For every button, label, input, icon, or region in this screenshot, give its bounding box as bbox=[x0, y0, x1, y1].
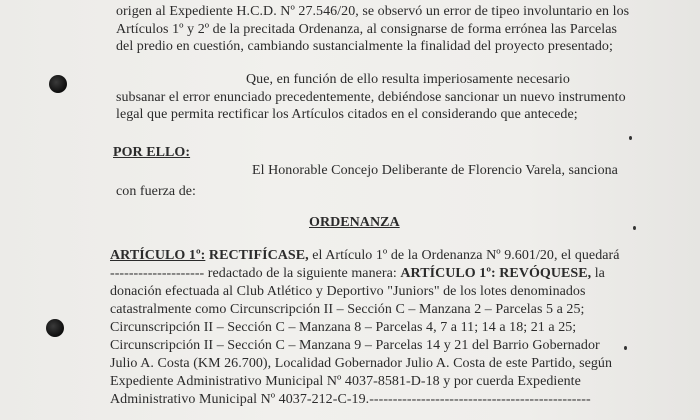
text-line: Expediente Administrativo Municipal Nº 4037-8581-D-18 y por cuerda Expediente bbox=[110, 374, 581, 389]
article-1-line-1 bbox=[110, 248, 620, 264]
article-label: ARTÍCULO 1º: bbox=[110, 248, 206, 263]
text-line: origen al Expediente H.C.D. Nº 27.546/20, se observó un error de tipeo involuntario en los bbox=[116, 4, 630, 19]
inner-article-label: ARTÍCULO 1º: bbox=[400, 266, 496, 281]
text-line: con fuerza de: bbox=[116, 184, 196, 199]
article-text: la bbox=[591, 266, 605, 281]
text-line: legal que permita rectificar los Artículos citados en el considerando que antecede; bbox=[116, 107, 578, 122]
text-line: Julio A. Costa (KM 26.700), Localidad Gobernador Julio A. Costa de este Partido, según bbox=[110, 356, 613, 371]
text-line: Circunscripción II – Sección C – Manzana 9 – Parcelas 14 y 21 del Barrio Gobernador bbox=[110, 338, 600, 353]
text-line: subsanar el error enunciado precedentemente, debiéndose sancionar un nuevo instrumento bbox=[116, 90, 626, 105]
text-line: Administrativo Municipal Nº 4037-212-C-19.----------------------------------------------- bbox=[110, 392, 591, 407]
text-line: del predio en cuestión, cambiando sustancialmente la finalidad del proyecto presentado; bbox=[116, 39, 613, 54]
text-line: Artículos 1º y 2º de la precitada Ordenanza, al consignarse de forma errónea las Parcelas bbox=[116, 22, 617, 37]
revoquese-keyword: REVÓQUESE, bbox=[495, 266, 592, 281]
ink-speck bbox=[629, 136, 632, 140]
rectificase-keyword: RECTIFÍCASE, bbox=[208, 248, 309, 263]
article-1-line-2 bbox=[110, 266, 605, 282]
text-line: catastralmente como Circunscripción II – Sección C – Manzana 2 – Parcelas 5 a 25; bbox=[110, 302, 585, 317]
punch-hole bbox=[46, 319, 64, 337]
text-line: Que, en función de ello resulta imperiosamente necesario bbox=[246, 72, 570, 87]
por-ello-heading: POR ELLO: bbox=[113, 145, 191, 160]
article-text: el Artículo 1º de la Ordenanza Nº 9.601/20, el quedará bbox=[308, 248, 620, 263]
text-line: donación efectuada al Club Atlético y Deportivo "Juniors" de los lotes denominados bbox=[110, 284, 586, 299]
ink-speck bbox=[633, 226, 636, 230]
text-line: El Honorable Concejo Deliberante de Florencio Varela, sanciona bbox=[252, 163, 618, 178]
ordenanza-title: ORDENANZA bbox=[309, 215, 400, 230]
punch-hole bbox=[49, 75, 67, 93]
article-text: redactado de la siguiente manera: bbox=[204, 266, 401, 281]
text-line: Circunscripción II – Sección C – Manzana 8 – Parcelas 4, 7 a 11; 14 a 18; 21 a 25; bbox=[110, 320, 577, 335]
ink-speck bbox=[624, 346, 627, 350]
dash-filler: -------------------- bbox=[110, 266, 205, 281]
